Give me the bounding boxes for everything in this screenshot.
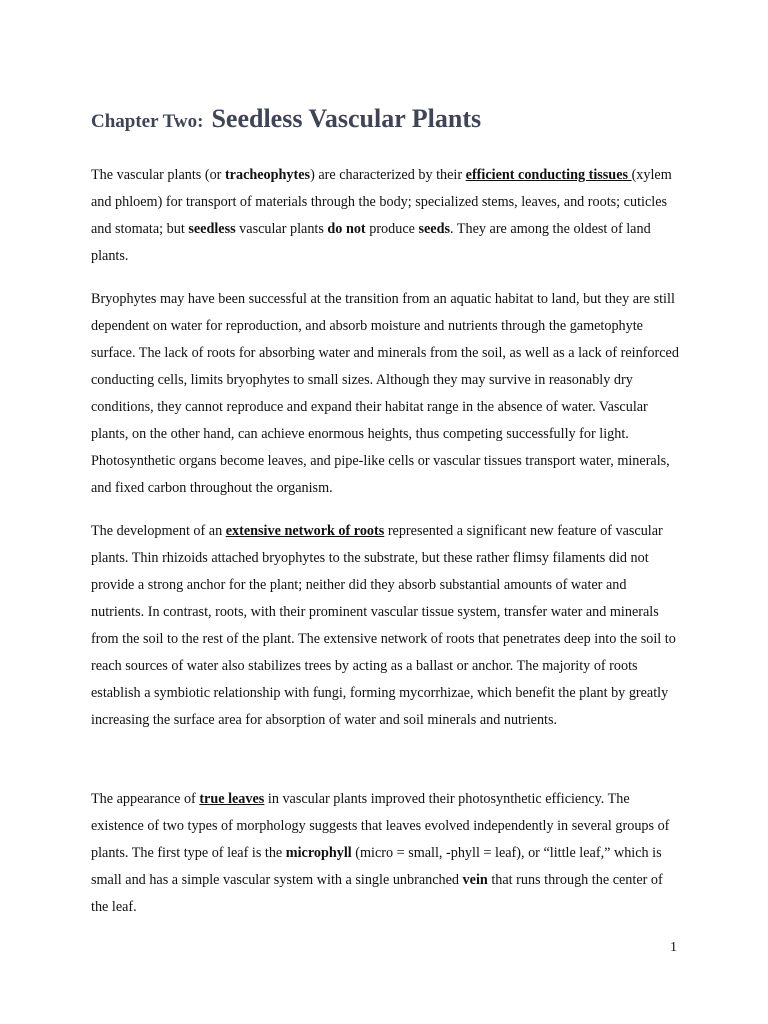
page-number: 1 [670, 940, 677, 955]
text-run: . They are among the oldest of land plants. [91, 221, 651, 264]
paragraph [91, 286, 681, 502]
text-run: vascular plants [235, 221, 328, 237]
key-term: efficient conducting tissues [465, 167, 632, 183]
text-run: that runs through the center of the leaf. [91, 872, 663, 915]
text-run: The appearance of [91, 791, 200, 807]
text-run: (xylem and phloem) for transport of materials through the body; specialized stems, leaves, and roots; cuticles and stomata; but [91, 167, 672, 237]
bold-term: microphyll [285, 845, 352, 861]
text-run: produce [365, 221, 419, 237]
bold-term: do not [327, 221, 366, 237]
paragraph [91, 162, 681, 270]
text-run: ) are characterized by their [310, 167, 466, 183]
bold-term: seedless [188, 221, 236, 237]
chapter-title-prefix: Chapter Two: [91, 111, 204, 132]
paragraph [91, 518, 681, 734]
text-run: The development of an [91, 523, 226, 539]
chapter-title [91, 98, 481, 135]
chapter-title-main: Seedless Vascular Plants [211, 104, 482, 133]
text-run: represented a significant new feature of vascular plants. Thin rhizoids attached bryophytes to the substrate, but these rather flimsy filaments did not provide a strong anchor for the plant; neither did they absorb substantial amounts of water and nutrients. In contrast, roots, with their prominent vascular tissue system, transfer water and minerals from the soil to the rest of the plant. The extensive network of roots that penetrates deep into the soil to reach sources of water also stabilizes trees by acting as a ballast or anchor. The majority of roots establish a symbiotic relationship with fungi, forming mycorrhizae, which benefit the plant by greatly increasing the surface area for absorption of water and soil minerals and nutrients. [91, 523, 676, 728]
text-run: in vascular plants improved their photosynthetic efficiency. The existence of two types of morphology suggests that leaves evolved independently in several groups of plants. The first type of leaf is the [91, 791, 670, 861]
text-run: (micro = small, -phyll = leaf), or “little leaf,” which is small and has a simple vascular system with a single unbranched [91, 845, 662, 888]
bold-term: vein [462, 872, 488, 888]
bold-term: seeds [418, 221, 450, 237]
text-run: The vascular plants (or [91, 167, 225, 183]
text-run: Bryophytes may have been successful at the transition from an aquatic habitat to land, but they are still dependent on water for reproduction, and absorb moisture and nutrients through the gametophyte surface. The lack of roots for absorbing water and minerals from the soil, as well as a lack of reinforced conducting cells, limits bryophytes to small sizes. Although they may survive in reasonably dry conditions, they cannot reproduce and expand their habitat range in the absence of water. Vascular plants, on the other hand, can achieve enormous heights, thus competing successfully for light. Photosynthetic organs become leaves, and pipe-like cells or vascular tissues transport water, minerals, and fixed carbon throughout the organism. [91, 291, 679, 496]
bold-term: tracheophytes [224, 167, 311, 183]
key-term: true leaves [199, 791, 265, 807]
paragraph [91, 786, 681, 921]
key-term: extensive network of roots [225, 523, 385, 539]
